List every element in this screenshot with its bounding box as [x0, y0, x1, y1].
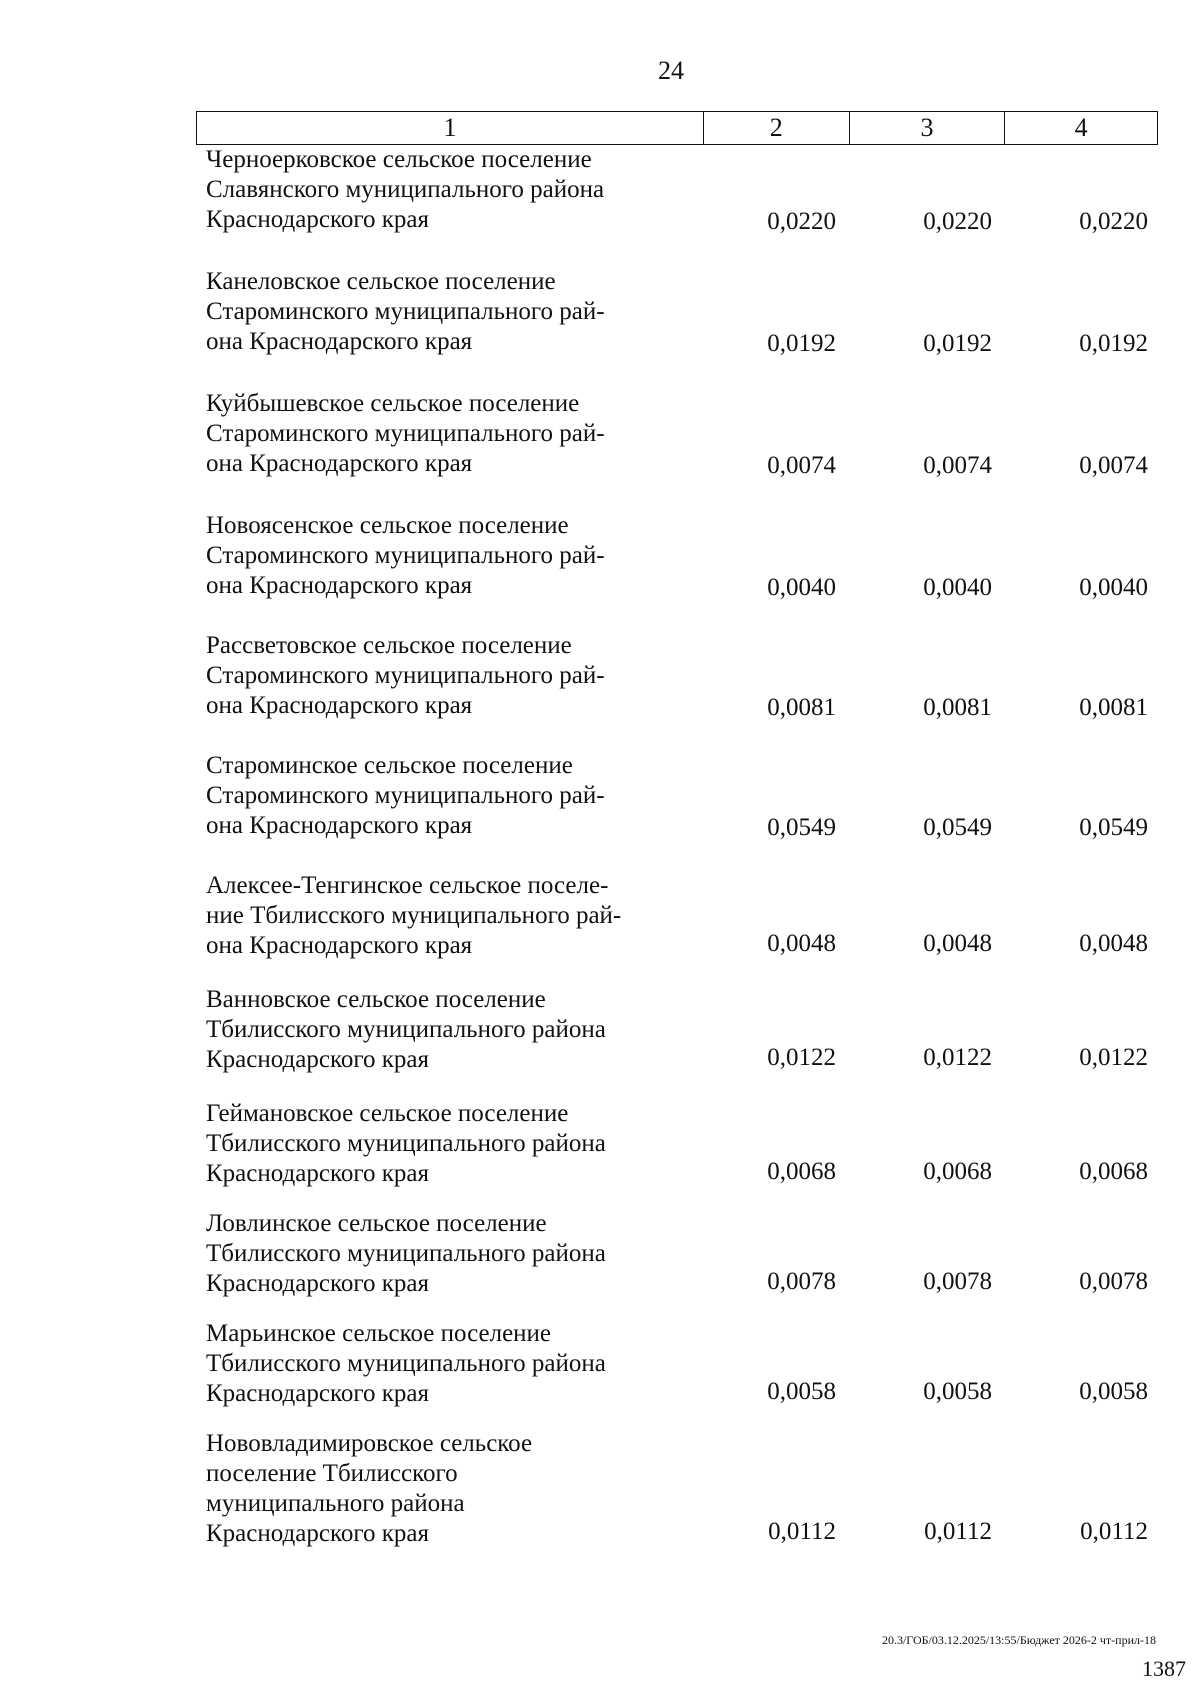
value-col-2: 0,0081 — [767, 694, 836, 721]
settlement-name: Алексее-Тенгинское сельское поселе- ние Тбилисского муниципального рай- она Краснодарского края — [206, 872, 622, 959]
value-col-2: 0,0078 — [767, 1268, 836, 1295]
value-col-4: 0,0112 — [1080, 1518, 1148, 1545]
settlement-name: Канеловское сельское поселение Староминского муниципального рай- она Краснодарского края — [206, 268, 605, 355]
document-code: 20.3/ГОБ/03.12.2025/13:55/Бюджет 2026-2 чт-прил-18 — [881, 1633, 1156, 1647]
settlement-name: Черноерковское сельское поселение Славянского муниципального района Краснодарского края — [206, 146, 605, 233]
value-col-2: 0,0040 — [767, 574, 836, 601]
value-col-2: 0,0068 — [767, 1158, 836, 1185]
value-col-2: 0,0220 — [767, 208, 836, 235]
footer-page-number: 1387 — [1142, 1656, 1186, 1681]
value-col-4: 0,0048 — [1079, 930, 1148, 957]
value-col-2: 0,0058 — [767, 1378, 836, 1405]
value-col-3: 0,0220 — [923, 208, 992, 235]
value-col-4: 0,0549 — [1079, 814, 1148, 841]
header-col-3: 3 — [850, 112, 1006, 144]
settlement-name: Ловлинское сельское поселение Тбилисского муниципального района Краснодарского края — [206, 1210, 606, 1297]
value-col-2: 0,0112 — [768, 1518, 836, 1545]
header-col-2: 2 — [704, 112, 850, 144]
settlement-name: Куйбышевское сельское поселение Староминского муниципального рай- она Краснодарского края — [206, 390, 605, 477]
header-col-4: 4 — [1074, 113, 1088, 142]
value-col-4: 0,0122 — [1079, 1044, 1148, 1071]
value-col-4: 0,0078 — [1079, 1268, 1148, 1295]
value-col-4: 0,0068 — [1079, 1158, 1148, 1185]
settlement-name: Нововладимировское сельское поселение Тбилисского муниципального района Краснодарского края — [206, 1430, 533, 1547]
value-col-2: 0,0122 — [767, 1044, 836, 1071]
value-col-4: 0,0220 — [1079, 208, 1148, 235]
page-number: 24 — [658, 56, 684, 85]
value-col-2: 0,0549 — [767, 814, 836, 841]
value-col-3: 0,0192 — [923, 330, 992, 357]
settlement-name: Староминское сельское поселение Староминского муниципального рай- она Краснодарского края — [206, 752, 605, 839]
value-col-3: 0,0549 — [923, 814, 992, 841]
value-col-3: 0,0048 — [923, 930, 992, 957]
value-col-3: 0,0112 — [924, 1518, 992, 1545]
value-col-4: 0,0040 — [1079, 574, 1148, 601]
table-header — [196, 111, 1158, 145]
settlement-name: Ванновское сельское поселение Тбилисского муниципального района Краснодарского края — [206, 986, 606, 1073]
value-col-4: 0,0074 — [1079, 452, 1148, 479]
value-col-3: 0,0122 — [923, 1044, 992, 1071]
value-col-2: 0,0074 — [767, 452, 836, 479]
value-col-3: 0,0058 — [923, 1378, 992, 1405]
value-col-2: 0,0192 — [767, 330, 836, 357]
value-col-3: 0,0078 — [923, 1268, 992, 1295]
value-col-3: 0,0074 — [923, 452, 992, 479]
header-col-1: 1 — [197, 112, 704, 144]
value-col-4: 0,0192 — [1079, 330, 1148, 357]
settlement-name: Новоясенское сельское поселение Староминского муниципального рай- она Краснодарского края — [206, 512, 605, 599]
value-col-4: 0,0081 — [1079, 694, 1148, 721]
settlement-name: Марьинское сельское поселение Тбилисского муниципального района Краснодарского края — [206, 1320, 606, 1407]
settlement-name: Геймановское сельское поселение Тбилисского муниципального района Краснодарского края — [206, 1100, 606, 1187]
value-col-4: 0,0058 — [1079, 1378, 1148, 1405]
value-col-3: 0,0081 — [923, 694, 992, 721]
settlement-name: Рассветовское сельское поселение Староминского муниципального рай- она Краснодарского края — [206, 632, 605, 719]
value-col-3: 0,0068 — [923, 1158, 992, 1185]
value-col-3: 0,0040 — [923, 574, 992, 601]
value-col-2: 0,0048 — [767, 930, 836, 957]
